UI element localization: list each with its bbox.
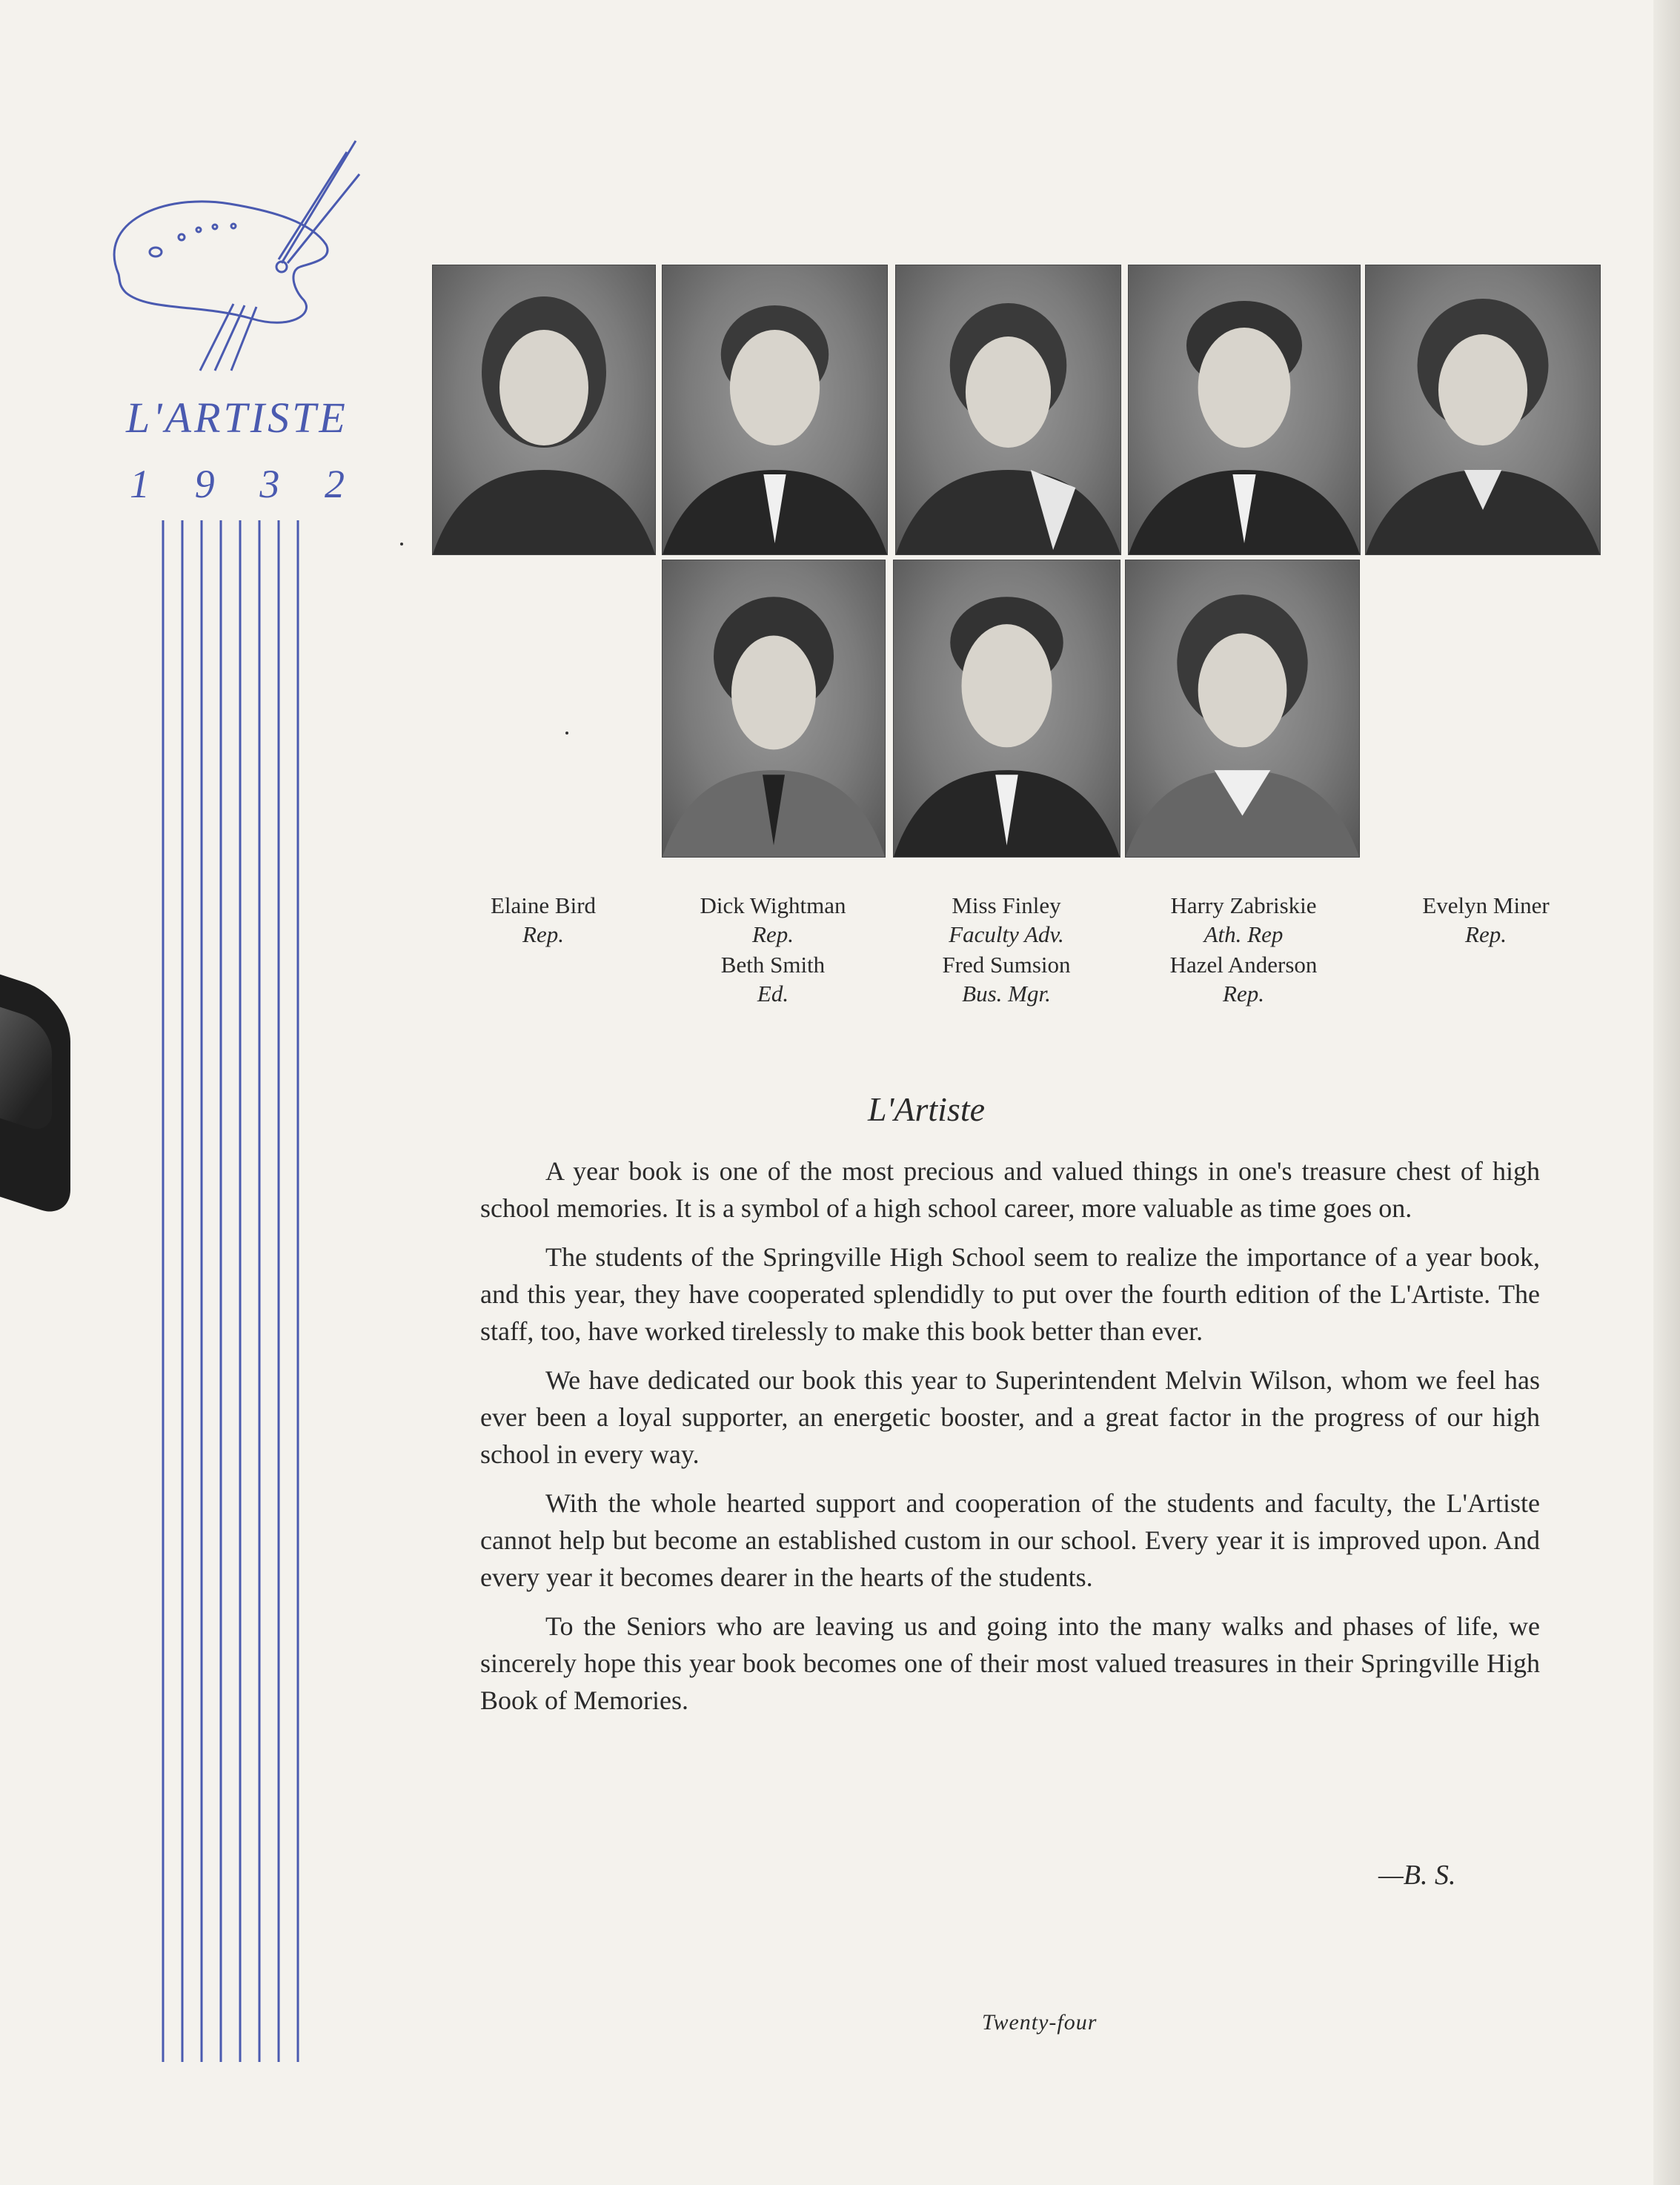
caption-role: Ath. Rep <box>1203 921 1284 947</box>
article-paragraph: The students of the Springville High School seem to realize the importance of a year book, and this year, they have cooperated splendidly to put over the fourth edition of the L'Artiste. The staff, too, have worked tirelessly to make this book better than ever. <box>480 1242 1540 1346</box>
portrait-photo <box>893 560 1120 858</box>
caption-name: Miss Finley <box>952 892 1061 918</box>
portrait-photo <box>1365 265 1601 555</box>
year-digit: 2 <box>324 462 345 506</box>
portrait-caption <box>903 950 1110 1008</box>
print-speck <box>565 732 568 735</box>
portrait-caption <box>1136 950 1351 1008</box>
page-number: Twenty-four <box>982 2010 1098 2035</box>
portrait-caption <box>669 891 877 949</box>
caption-role: Rep. <box>1223 981 1264 1007</box>
portrait-caption <box>669 950 877 1008</box>
year-digit: 3 <box>259 462 280 506</box>
year-digit: 9 <box>194 462 215 506</box>
article-paragraph: With the whole hearted support and cooperation of the students and faculty, the L'Artiste cannot help but become an established custom in our school. Every year it is improved upon. And every year it becomes dearer in the hearts of the students. <box>480 1488 1540 1592</box>
brand-year <box>130 461 345 507</box>
portrait-caption <box>1378 891 1593 949</box>
portrait-photo <box>895 265 1121 555</box>
caption-name: Harry Zabriskie <box>1170 892 1317 918</box>
article-paragraph: We have dedicated our book this year to Superintendent Melvin Wilson, whom we feel has ever been a loyal supporter, an energetic booster, and a great factor in the progress of our high school in every way. <box>480 1365 1540 1469</box>
portrait-photo <box>432 265 656 555</box>
article-body <box>480 1153 1540 1731</box>
year-digit: 1 <box>130 462 150 506</box>
caption-name: Evelyn Miner <box>1422 892 1550 918</box>
decorative-vertical-lines <box>156 520 304 2062</box>
article-paragraph: To the Seniors who are leaving us and going into the many walks and phases of life, we sincerely hope this year book becomes one of their most valued treasures in their Springville High Book of Memories. <box>480 1611 1540 1715</box>
caption-name: Dick Wightman <box>700 892 846 918</box>
portrait-caption <box>903 891 1110 949</box>
portrait-photo <box>1125 560 1360 858</box>
caption-role: Rep. <box>752 921 794 947</box>
article-signoff: —B. S. <box>1378 1860 1456 1891</box>
article-title: L'Artiste <box>867 1090 986 1128</box>
brand-title: L'ARTISTE <box>126 394 348 442</box>
portrait-caption <box>1136 891 1351 949</box>
portrait-caption <box>447 891 640 949</box>
portrait-photo <box>662 265 888 555</box>
caption-role: Ed. <box>757 981 789 1007</box>
portrait-photo <box>1128 265 1361 555</box>
article-paragraph: A year book is one of the most precious and valued things in one's treasure chest of high school memories. It is a symbol of a high school career, more valuable as time goes on. <box>480 1156 1540 1223</box>
caption-role: Bus. Mgr. <box>962 981 1051 1007</box>
page-gutter-shadow <box>1653 0 1680 2185</box>
caption-role: Rep. <box>1465 921 1507 947</box>
caption-role: Faculty Adv. <box>949 921 1064 947</box>
caption-name: Beth Smith <box>720 952 826 978</box>
caption-name: Hazel Anderson <box>1169 952 1318 978</box>
artist-palette-icon <box>104 133 371 378</box>
caption-name: Elaine Bird <box>490 892 597 918</box>
caption-role: Rep. <box>522 921 564 947</box>
caption-name: Fred Sumsion <box>942 952 1071 978</box>
print-speck <box>400 543 403 546</box>
portrait-photo <box>662 560 886 858</box>
